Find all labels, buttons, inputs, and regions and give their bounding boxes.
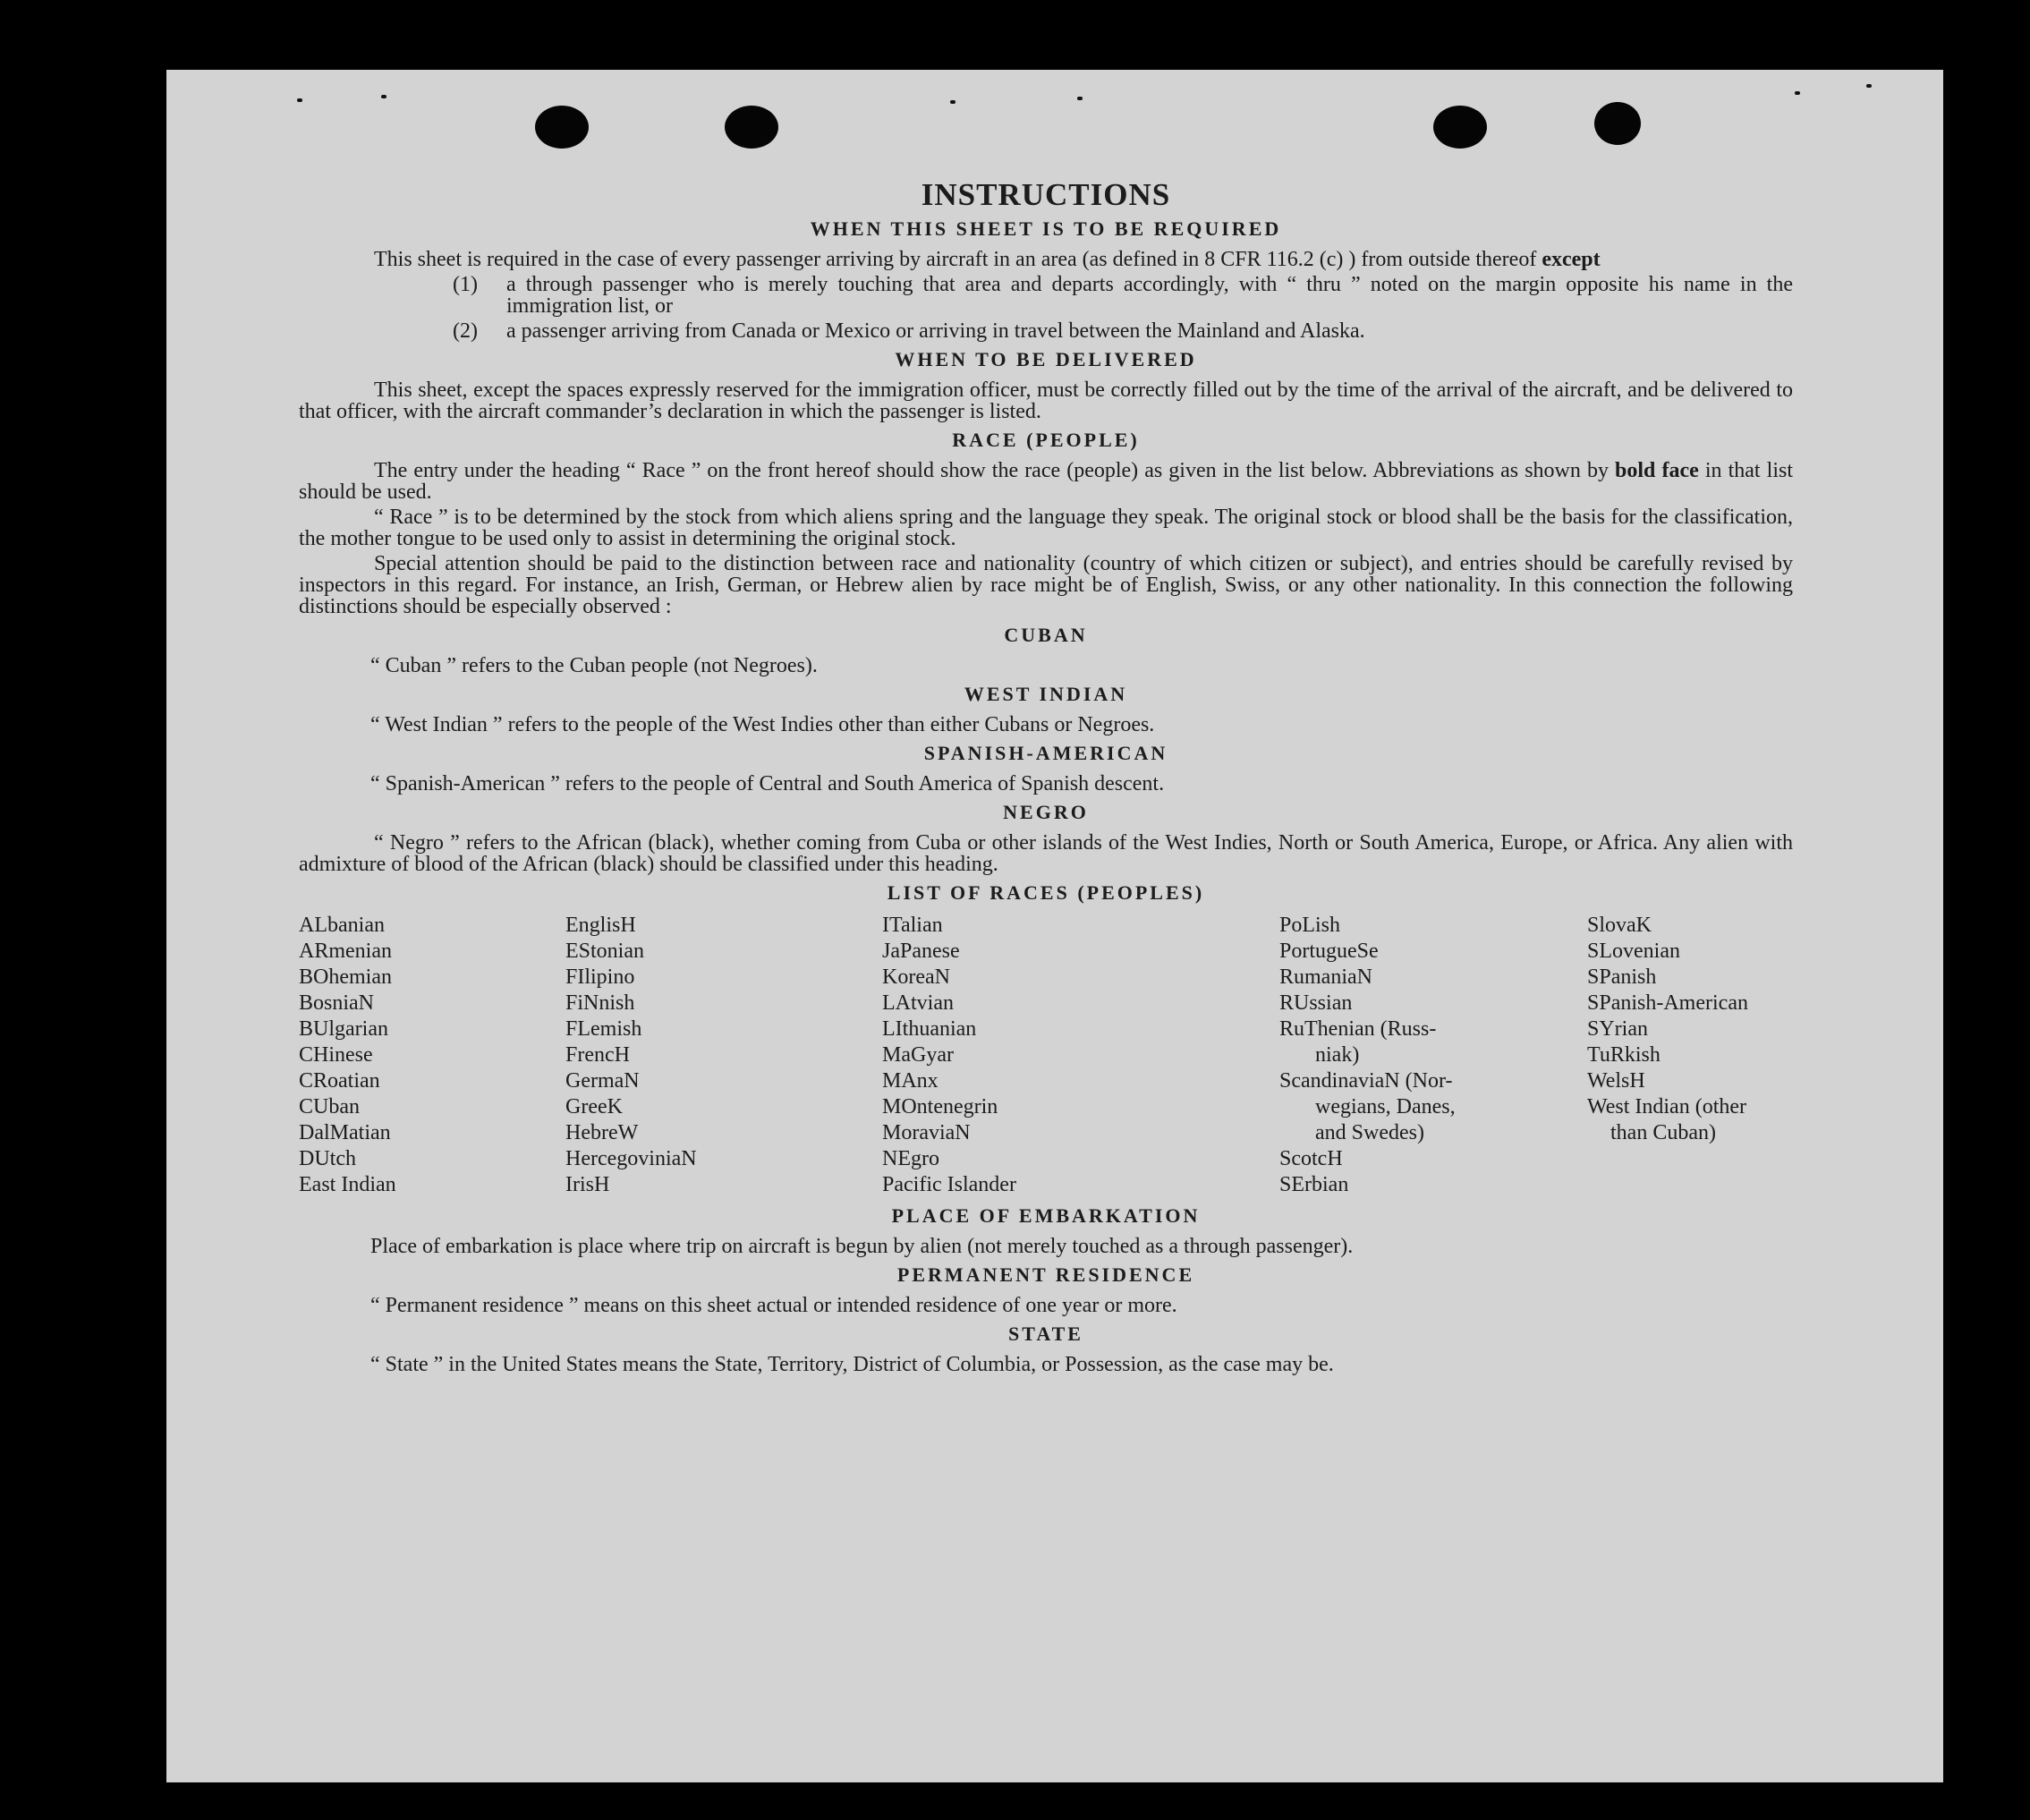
race-entry: wegians, Danes, <box>1315 1095 1456 1118</box>
race-entry: CUban <box>299 1095 360 1118</box>
race-entry: CHinese <box>299 1043 373 1067</box>
heading-embarkation: PLACE OF EMBARKATION <box>891 1204 1201 1227</box>
punch-hole <box>725 106 778 149</box>
race-column <box>565 913 882 1198</box>
race-p1-bold: bold face <box>1615 459 1699 482</box>
race-entry: LIthuanian <box>882 1017 977 1041</box>
spanish-american-text: “ Spanish-American ” refers to the people of Central and South America of Spanish descent. <box>370 772 1165 795</box>
page-title: INSTRUCTIONS <box>921 177 1171 212</box>
race-column <box>1587 913 1793 1198</box>
race-entry: GreeK <box>565 1095 623 1118</box>
speck <box>1077 97 1083 100</box>
heading-spanish-american: SPANISH-AMERICAN <box>923 742 1168 764</box>
race-entry: Pacific Islander <box>882 1173 1016 1196</box>
speck <box>950 100 956 104</box>
race-entry: HebreW <box>565 1121 639 1144</box>
race-paragraph-2: “ Race ” is to be determined by the stock from which aliens spring and the language they speak. The original stock or blood shall be the basis for the classification, the mother tongue to be used only to assist in determining the original stock. <box>299 506 1793 550</box>
exception-number: (2) <box>453 319 478 343</box>
race-entry: FiNnish <box>565 991 635 1015</box>
race-entry: HercegoviniaN <box>565 1147 697 1170</box>
document-sheet <box>166 70 1943 1782</box>
exception-item <box>299 274 1793 317</box>
exception-item <box>299 320 1793 342</box>
race-entry: DalMatian <box>299 1121 391 1144</box>
heading-list-of-races: LIST OF RACES (PEOPLES) <box>887 881 1205 904</box>
race-entry: NEgro <box>882 1147 939 1170</box>
exception-number: (1) <box>453 273 478 296</box>
race-entry: BUlgarian <box>299 1017 388 1041</box>
race-entry: ARmenian <box>299 940 392 963</box>
when-required-intro: This sheet is required in the case of every passenger arriving by aircraft in an area (as defined in 8 CFR 116.2 (c) ) from outside thereof <box>374 248 1537 271</box>
race-entry: BosniaN <box>299 991 374 1015</box>
negro-text: “ Negro ” refers to the African (black), whether coming from Cuba or other islands of the West Indies, North or South America, Europe, or Africa. Any alien with admixture of blood of the African (black) should be classified under this heading. <box>299 831 1793 876</box>
race-paragraph-3: Special attention should be paid to the distinction between race and nationality (country of which citizen or subject), and entries should be carefully revised by inspectors in this regard. For instance, an Irish, German, or Hebrew alien by race might be of English, Swiss, or any other nationality. In this connection the following distinctions should be especially observed : <box>299 552 1793 618</box>
race-entry: SErbian <box>1279 1173 1349 1196</box>
punch-hole <box>1433 106 1487 149</box>
race-list <box>299 913 1793 1198</box>
race-entry: than Cuban) <box>1610 1121 1716 1144</box>
race-entry: FIlipino <box>565 965 635 989</box>
embarkation-text: Place of embarkation is place where trip on aircraft is begun by alien (not merely touched as a through passenger). <box>370 1235 1354 1258</box>
speck <box>381 95 386 98</box>
heading-cuban: CUBAN <box>1004 624 1088 646</box>
race-entry: SPanish <box>1587 965 1657 989</box>
race-entry: JaPanese <box>882 940 960 963</box>
race-entry: MaGyar <box>882 1043 954 1067</box>
race-paragraph-1 <box>299 460 1793 503</box>
speck <box>1795 91 1800 95</box>
when-required-text <box>299 249 1793 270</box>
race-entry: IrisH <box>565 1173 610 1196</box>
race-entry: MAnx <box>882 1069 939 1093</box>
race-entry: EStonian <box>565 940 644 963</box>
race-entry: ITalian <box>882 914 943 937</box>
race-entry: RUssian <box>1279 991 1353 1015</box>
race-entry: MoraviaN <box>882 1121 971 1144</box>
race-entry: ScandinaviaN (Nor- <box>1279 1069 1453 1093</box>
race-entry: SPanish-American <box>1587 991 1748 1015</box>
speck <box>1866 84 1872 88</box>
race-entry: SYrian <box>1587 1017 1648 1041</box>
instructions-content <box>299 177 1793 1379</box>
heading-race: RACE (PEOPLE) <box>952 429 1140 451</box>
race-entry: and Swedes) <box>1315 1121 1424 1144</box>
heading-negro: NEGRO <box>1003 801 1089 823</box>
race-entry: GermaN <box>565 1069 640 1093</box>
heading-when-delivered: WHEN TO BE DELIVERED <box>895 348 1197 370</box>
race-entry: East Indian <box>299 1173 396 1196</box>
race-entry: SLovenian <box>1587 940 1680 963</box>
race-entry: CRoatian <box>299 1069 380 1093</box>
race-entry: LAtvian <box>882 991 954 1015</box>
exception-text: a passenger arriving from Canada or Mexico or arriving in travel between the Mainland and Alaska. <box>506 319 1365 343</box>
race-entry: WelsH <box>1587 1069 1645 1093</box>
when-required-intro-bold: except <box>1542 248 1601 271</box>
race-entry: BOhemian <box>299 965 392 989</box>
residence-text: “ Permanent residence ” means on this sheet actual or intended residence of one year or more. <box>370 1294 1177 1317</box>
race-entry: KoreaN <box>882 965 950 989</box>
race-p1-text: The entry under the heading “ Race ” on the front hereof should show the race (people) as given in the list below. Abbreviations as shown by <box>374 459 1609 482</box>
heading-state: STATE <box>1008 1322 1083 1345</box>
race-entry: DUtch <box>299 1147 356 1170</box>
cuban-text: “ Cuban ” refers to the Cuban people (not Negroes). <box>370 654 818 677</box>
race-entry: RumaniaN <box>1279 965 1372 989</box>
exception-text: a through passenger who is merely touching that area and departs accordingly, with “ thru ” noted on the margin opposite his name in the immigration list, or <box>506 273 1793 318</box>
when-delivered-text: This sheet, except the spaces expressly reserved for the immigration officer, must be correctly filled out by the time of the arrival of the aircraft, and be delivered to that officer, with the aircraft commander’s declaration in which the passenger is listed. <box>299 378 1793 423</box>
race-entry: TuRkish <box>1587 1043 1661 1067</box>
heading-west-indian: WEST INDIAN <box>964 683 1128 705</box>
race-entry: FLemish <box>565 1017 642 1041</box>
race-entry: PoLish <box>1279 914 1341 937</box>
speck <box>297 98 302 102</box>
race-p1-after: in that list should be used. <box>299 459 1793 504</box>
race-column <box>882 913 1279 1198</box>
race-entry: FrencH <box>565 1043 630 1067</box>
race-entry: ALbanian <box>299 914 385 937</box>
heading-residence: PERMANENT RESIDENCE <box>896 1263 1195 1286</box>
punch-hole <box>1594 102 1641 145</box>
race-column <box>1279 913 1587 1198</box>
race-entry: MOntenegrin <box>882 1095 998 1118</box>
race-entry: ScotcH <box>1279 1147 1343 1170</box>
race-entry: SlovaK <box>1587 914 1652 937</box>
race-entry: niak) <box>1315 1043 1360 1067</box>
race-column <box>299 913 565 1198</box>
race-entry: RuThenian (Russ- <box>1279 1017 1437 1041</box>
state-text: “ State ” in the United States means the State, Territory, District of Columbia, or Possession, as the case may be. <box>370 1353 1334 1376</box>
race-entry: West Indian (other <box>1587 1095 1747 1118</box>
race-entry: EnglisH <box>565 914 636 937</box>
heading-when-required: WHEN THIS SHEET IS TO BE REQUIRED <box>810 217 1282 240</box>
west-indian-text: “ West Indian ” refers to the people of the West Indies other than either Cubans or Negroes. <box>370 713 1155 736</box>
race-entry: PortugueSe <box>1279 940 1379 963</box>
punch-hole <box>535 106 589 149</box>
